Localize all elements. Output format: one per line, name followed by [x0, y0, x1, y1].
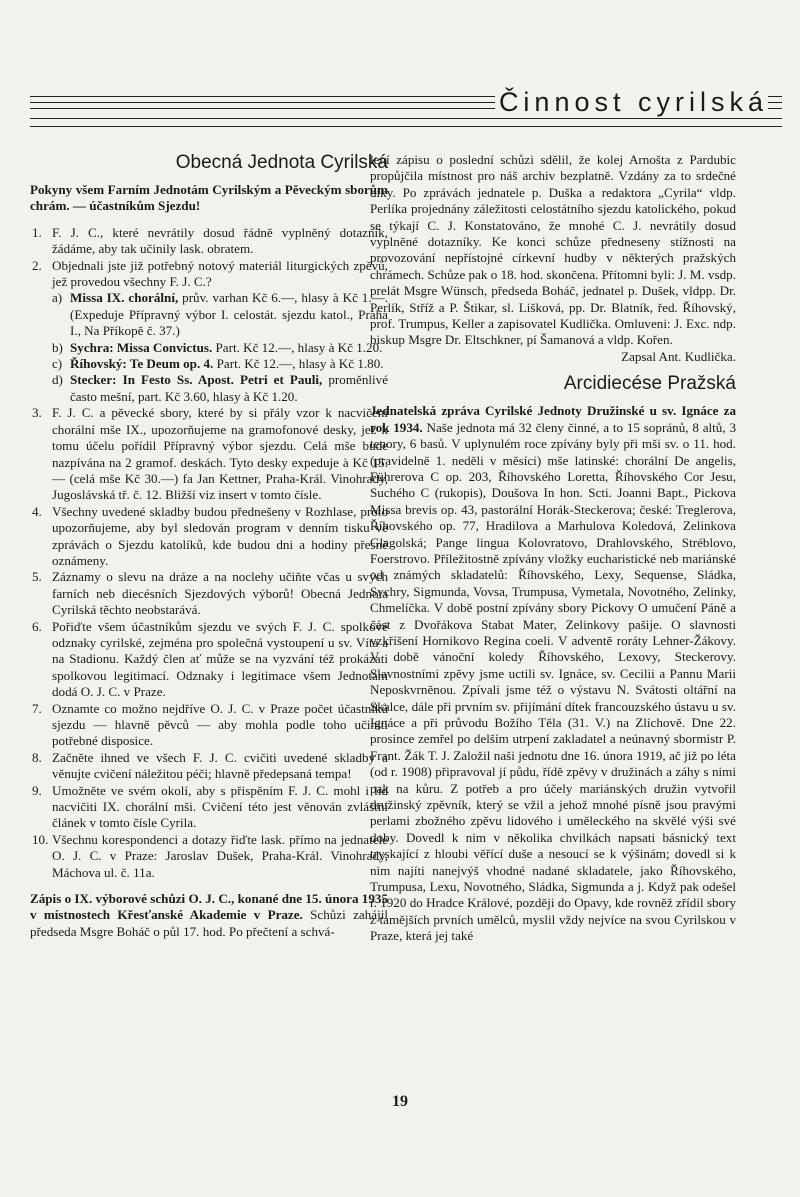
list-item: 2. Objednali jste již potřebný notový materiál liturgických zpěvů, jež provedou všechny F. J. C.? a) Missa IX. chorální, prův. varhan Kč 6.—, hlasy à Kč 1.—. (Expeduje Přípravný výbor I. celostát. sjezdu katol., Praha I., Na Příkopě č. 37.) b) Sychra: Missa Convictus. Part. Kč 12.—, hlasy à Kč 1.20. c) Říhovský: Te Deum op. 4. Part. Kč 12.—, hlasy à Kč 1.80. d) Stecker: In Festo Ss. Apost. Petri et Pauli, proměnlivé často mešní, part. Kč 3.60, hlasy à Kč 1.20. [32, 257, 389, 404]
list-item: 3. F. J. C. a pěvecké sbory, které by si přály vzor k nacvičení chorální mše IX., upozorňujeme na gramofonové desky, jež k tomu účelu pořídil Přípravný výbor sjezdu. Celá mše bude nazpívána na 2 gramof. deskách. Tyto desky expeduje à Kč 15.— (celá mše Kč 30.—) fa Jan Kettner, Praha-Král. Vinohrady, Jugoslávská tř. č. 12. Bližší viz insert v tomto čísle. [32, 405, 388, 503]
instructions-intro: Pokyny všem Farním Jednotám Cyrilským a Pěveckým sborům chrám. — účastníkům Sjezdu! [30, 182, 388, 214]
sub-item: d) Stecker: In Festo Ss. Apost. Petri et Pauli, proměnlivé často mešní, part. Kč 3.60, hlasy à Kč 1.20. [52, 372, 389, 404]
list-item: 8. Začněte ihned ve všech F. J. C. cvičiti uvedené skladby a věnujte cvičení náležitou péči; hlavně předepsaná tempa! [32, 749, 388, 782]
list-item: 5. Záznamy o slevu na dráze a na noclehy učiňte včas u svých farních neb diecésních Sjezdových výborů! Obecná Jednota Cyrilská těchto neobstarává. [32, 569, 388, 618]
obecna-jednota-heading: Obecná Jednota Cyrilská [175, 152, 388, 173]
meeting-minutes-start: Zápis o IX. výborové schůzi O. J. C., konané dne 15. února 1935 v místnostech Křesťanské Akademie v Praze. Schůzi zahájil předseda Msgre Boháč o půl 17. hod. Po přečtení a schvá- [30, 891, 388, 939]
sub-item: c) Říhovský: Te Deum op. 4. Part. Kč 12.—, hlasy à Kč 1.80. [52, 356, 384, 372]
minutes-signature: Zapsal Ant. Kudlička. [621, 348, 736, 364]
list-item: 6. Pořiďte všem účastníkům sjezdu ve svých F. J. C. spolkové odznaky cyrilské, zejména pro společná vystoupení u sv. Víta a na Stadionu. Každý člen ať může se na vyzvání též prokázati spolkovou legitimací. Odznaky i legitimace všem Jednotám dodá O. J. C. v Praze. [32, 618, 388, 700]
right-column [370, 152, 736, 945]
list-item: 1. F. J. C., které nevrátily dosud řádně vyplněný dotazník, žádáme, aby tak učinily lask. obratem. [32, 224, 388, 257]
list-item: 9. Umožněte ve svém okolí, aby s přispěním F. J. C. mohl i lid nacvičiti IX. chorální mši. Cvičení této jest věnován zvláštní článek v tomto čísle Cyrila. [32, 782, 388, 831]
arcidiecese-heading: Arcidiecése Pražská [563, 373, 736, 395]
section-header-title: Činnost cyrilská [495, 86, 768, 118]
list-item: 10. Všechnu korespondenci a dotazy řiďte lask. přímo na jednatele O. J. C. v Praze: Jaroslav Dušek, Praha-Král. Vinohrady, Máchova ul. č. 11a. [32, 831, 388, 880]
list-item: 4. Všechny uvedené skladby budou přednešeny v Rozhlase, proto upozorňujeme, aby byl sledován program v denním tisku ve zprávách o Sjezdu katolíků, kde budou dni a hodiny přesně oznámeny. [32, 503, 388, 568]
left-column [30, 152, 388, 940]
sub-item: a) Missa IX. chorální, prův. varhan Kč 6.—, hlasy à Kč 1.—. (Expeduje Přípravný výbor I. celostát. sjezdu katol., Praha I., Na Příkopě č. 37.) [52, 290, 388, 339]
list-item: 7. Oznamte co možno nejdříve O. J. C. v Praze počet účastníků sjezdu — hlavně pěvců — aby mohla podle toho učiniti potřebné disposice. [32, 700, 388, 749]
sub-item: b) Sychra: Missa Convictus. Part. Kč 12.—, hlasy à Kč 1.20. [52, 339, 383, 355]
page-number: 19 [392, 1093, 408, 1110]
meeting-minutes-continued: lení zápisu o poslední schůzi sdělil, že kolej Arnošta z Pardubic propůjčila místnost pro náš archiv bezplatně. Vzdány za to srdečné díky. Po zprávách jednatele p. Duška a redaktora „Cyrila“ vldp. Perlíka projednány záležitosti celostátního sjezdu katolického, pokud se týkají C. J. Konstatováno, že mnohé C. J. nevrátily dosud vyplněné dotazníky. Ke konci schůze předneseny stížnosti na provozování nepřístojné církevní hudby v některých pražských chrámech. Schůze pak o 18. hod. skončena. Přítomni byli: J. M. vsdp. prelát Msgre Wünsch, předseda Boháč, jednatel p. Dušek, vldpp. Dr. Perlík, Stříž a P. Štikar, sl. Lišková, pp. Dr. Blatník, řed. Říhovský, prof. Trumpus, Keller a zapisovatel Kudlička. Omluveni: J. Exc. ndp. biskup Msgre Dr. Eltschkner, pí Šamanová a vldp. Kořen. [370, 152, 736, 348]
annual-report: Jednatelská zpráva Cyrilské Jednoty Družinské u sv. Ignáce za rok 1934. Naše jednota má 32 členy činné, a to 15 sopránů, 8 altů, 3 tenory, 6 basů. V uplynulém roce zpívány byly při mši sv. o 11. hod. (pravidelně 1. neděli v měsíci) mše latinské: chorální De angelis, Führerova C op. 203, Říhovského Loretta, Říhovského Cor Jesu, Suchého C (rukopis), Doušova In hon. Scti. Joanni Bapt., Pickova Missa brevis op. 43, pastorální Horák-Steckerova; české: Treglerova, Říhovského op. 77, Hradilova a Marhulova Koledová, Zelinkova Glagolská; Pange lingua Kolovratovo, Drahlovského, Stréblovo, Foerstrovo. Příležitostně zpívány vložky eucharistické neb mariánské od známých skladatelů: Říhovského, Lexy, Sequense, Sládka, Sychry, Sigmunda, Vovsa, Trumpusa, Vymetala, Novotného, Zelinky, Chmelíčka. V době postní zpívány sbory Pickovy O umučení Páně a část z Dvořákova Stabat Mater, Zelinkovy pašije. O slavnosti vzkříšení Hornikovo Regina coeli. V adventě roráty Lehner-Žákovy. V době vánoční koledy Říhovského, Lexovy, Steckerovy. Slavnostními zpěvy jsme uctili sv. Ignáce, sv. Cecilii a Pannu Marii Neposkvrněnou. Zpívali jsme též o výstavu N. Svátosti oltářní na Skalce, dále při prvním sv. přijímání dítek francouzského ústavu u sv. Ignáce a při průvodu Božího Těla (31. V.) na Zlíchově. Dne 22. prosince zemřel po delším utrpení zakladatel a neúnavný sbormistr P. Frant. Žák T. J. Založil naši jednotu dne 16. února 1919, ač již po léta (od r. 1908) připravoval jí půdu, řídě zpěvy v družinách a záhy s nimi pak na kůru. Z potřeb a pro účely mariánských družin vytvořil družinský zpěvník, který se vžil a jehož mnohé písně jsou pravými perlami zbožného zpěvu lidového i uměleckého na skvělé výši své doby. Dovedl k nim v několika chvilkách napsati básnický text tryskající z hloubi věřící duše a nesoucí se k výšinám; dovedl si k nim najíti nanejvýš vhodné nadané skladatele, jako Říhovského, Trumpusa, Lexu, Novotného, Sládka, Sigmunda a j. Když pak odešel r. 1920 do Hradce Králové, později do Opavy, kde rovněž zřídil sbory z tamějších prvních umělců, myslil vždy nejvíce na svou Cyrilskou v Praze, která jej také [370, 403, 736, 944]
